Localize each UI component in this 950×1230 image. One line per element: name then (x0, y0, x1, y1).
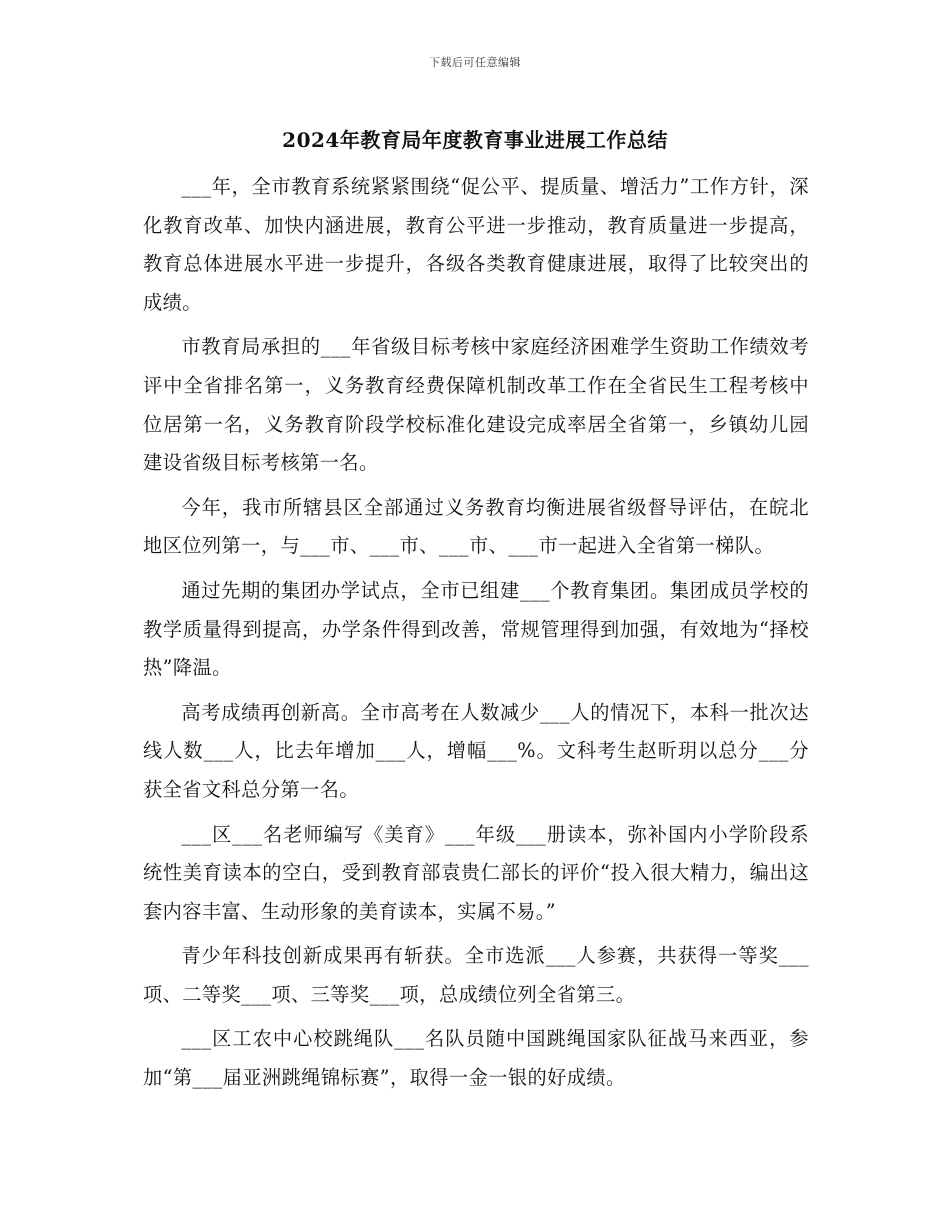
paragraph-3: 今年，我市所辖县区全部通过义务教育均衡进展省级督导评估，在皖北地区位列第一，与___市、___市、___市、___市一起进入全省第一梯队。 (143, 495, 809, 558)
paragraph-1: ___年，全市教育系统紧紧围绕“促公平、提质量、增活力”工作方针，深化教育改革、加快内涵进展，教育公平进一步推动，教育质量进一步提高，教育总体进展水平进一步提升，各级各类教育健康进展，取得了比较突出的成绩。 (143, 175, 809, 314)
paragraph-7: 青少年科技创新成果再有斩获。全市选派___人参赛，共获得一等奖___项、二等奖___项、三等奖___项，总成绩位列全省第三。 (143, 944, 809, 1006)
paragraph-4: 通过先期的集团办学试点，全市已组建___个教育集团。集团成员学校的教学质量得到提高，办学条件得到改善，常规管理得到加强，有效地为“择校热”降温。 (143, 578, 809, 680)
page-header-note: 下载后可任意编辑 (429, 56, 521, 69)
document-title: 2024年教育局年度教育事业进展工作总结 (282, 128, 668, 152)
paragraph-8: ___区工农中心校跳绳队___名队员随中国跳绳国家队征战马来西亚，参加“第___届亚洲跳绳锦标赛”，取得一金一银的好成绩。 (143, 1027, 809, 1090)
document-body (143, 168, 809, 1098)
paragraph-2: 市教育局承担的___年省级目标考核中家庭经济困难学生资助工作绩效考评中全省排名第一，义务教育经费保障机制改革工作在全省民生工程考核中位居第一名，义务教育阶段学校标准化建设完成率居全省第一，乡镇幼儿园建设省级目标考核第一名。 (143, 335, 809, 475)
paragraph-6: ___区___名老师编写《美育》___年级___册读本，弥补国内小学阶段系统性美育读本的空白，受到教育部袁贵仁部长的评价“投入很大精力，编出这套内容丰富、生动形象的美育读本，实属不易。” (143, 822, 809, 923)
paragraph-5: 高考成绩再创新高。全市高考在人数减少___人的情况下，本科一批次达线人数___人，比去年增加___人，增幅___%。文科考生赵昕玥以总分___分获全省文科总分第一名。 (143, 700, 809, 801)
